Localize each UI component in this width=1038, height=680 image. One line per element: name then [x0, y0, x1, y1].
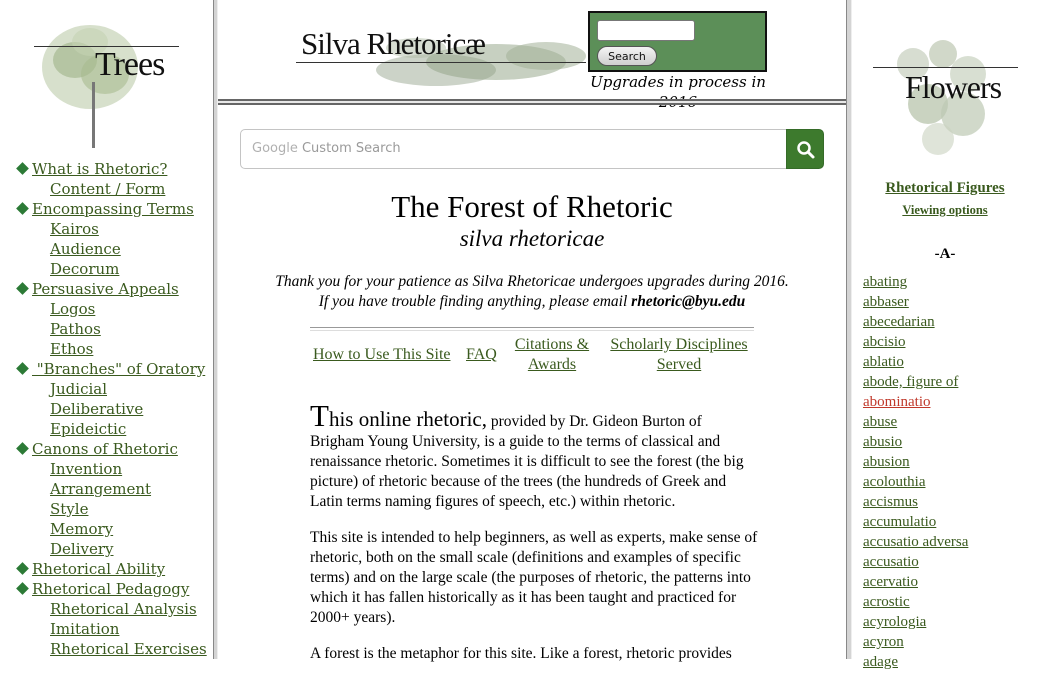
letter-heading: -A- [934, 246, 956, 262]
site-search-panel [588, 11, 767, 72]
nav-link[interactable]: Epideictic [50, 420, 127, 438]
figure-link[interactable]: accumulatio [863, 514, 937, 530]
diamond-bullet-icon [16, 582, 29, 595]
nav-link[interactable]: Decorum [50, 260, 120, 278]
list-item[interactable] [863, 652, 968, 672]
figure-link[interactable]: ablatio [863, 354, 904, 370]
nav-link[interactable]: Style [50, 500, 89, 518]
list-item[interactable] [863, 452, 968, 472]
nav-item-epideictic[interactable] [18, 419, 207, 439]
silva-logo-text: Silva Rhetoricæ [301, 26, 485, 61]
nav-item-style[interactable] [18, 499, 207, 519]
list-item[interactable] [863, 332, 968, 352]
intro-paragraph-3: A forest is the metaphor for this site. Like a forest, rhetoric provides [310, 645, 732, 662]
list-item[interactable] [863, 372, 968, 392]
nav-item-invention[interactable] [18, 459, 207, 479]
topic-nav [18, 159, 207, 659]
figure-link[interactable]: abbaser [863, 294, 909, 310]
how-to-use-link[interactable]: How to Use This Site [313, 346, 451, 363]
nav-item-memory[interactable] [18, 519, 207, 539]
nav-item-kairos[interactable] [18, 219, 207, 239]
list-item[interactable] [863, 572, 968, 592]
nav-link[interactable]: "Branches" of Oratory [32, 360, 206, 378]
nav-item-rhetorical-ability[interactable] [18, 559, 207, 579]
figure-link[interactable]: acrostic [863, 594, 910, 610]
search-icon [787, 130, 825, 170]
trees-logo-text: Trees [95, 46, 165, 83]
list-item[interactable] [863, 632, 968, 652]
scholarly-disciplines-link[interactable]: Scholarly Disciplines Served [610, 336, 748, 373]
upgrade-note: Upgrades in process in [590, 73, 766, 91]
diamond-bullet-icon [16, 442, 29, 455]
list-item[interactable] [863, 592, 968, 612]
list-item[interactable] [863, 492, 968, 512]
nav-item-rhetorical-analysis[interactable] [18, 599, 207, 619]
nav-item-pathos[interactable] [18, 319, 207, 339]
nav-link[interactable]: Rhetorical Analysis [50, 600, 197, 618]
upgrade-notice [218, 272, 846, 312]
nav-item-judicial[interactable] [18, 379, 207, 399]
nav-item-decorum[interactable] [18, 259, 207, 279]
nav-item-persuasive-appeals[interactable] [18, 279, 207, 299]
google-search-input[interactable] [240, 129, 787, 169]
nav-item-ethos[interactable] [18, 339, 207, 359]
nav-item-rhetorical-pedagogy[interactable] [18, 579, 207, 599]
figure-link[interactable]: accismus [863, 494, 918, 510]
figure-link[interactable]: abusio [863, 434, 903, 450]
diamond-bullet-icon [16, 162, 29, 175]
nav-link[interactable]: Encompassing Terms [32, 200, 194, 218]
list-item[interactable] [863, 272, 968, 292]
nav-item-deliberative[interactable] [18, 399, 207, 419]
intro-paragraph-1: This online rhetoric, provided by Dr. Gideon Burton of Brigham Young University, is a guide to the terms of classical and renaissance rhetoric. Sometimes it is difficult to see the forest (the big picture) of rhetoric because of the trees (the hundreds of Greek and Latin terms naming figures of speech, etc.) within rhetoric. [310, 398, 744, 510]
list-item[interactable] [863, 472, 968, 492]
list-item[interactable] [863, 432, 968, 452]
list-item[interactable] [863, 552, 968, 572]
nav-link[interactable]: Rhetorical Pedagogy [32, 580, 190, 598]
nav-link[interactable]: Imitation [50, 620, 120, 638]
nav-link[interactable]: Rhetorical Ability [32, 560, 166, 578]
nav-link[interactable]: Delivery [50, 540, 114, 558]
figure-link[interactable]: abcisio [863, 334, 906, 350]
list-item[interactable] [863, 292, 968, 312]
list-item[interactable] [863, 352, 968, 372]
nav-link[interactable]: Persuasive Appeals [32, 280, 179, 298]
nav-item-logos[interactable] [18, 299, 207, 319]
figure-link[interactable]: abode, figure of [863, 374, 959, 390]
nav-link[interactable]: Ethos [50, 340, 94, 358]
figure-link[interactable]: accusatio adversa [863, 534, 969, 550]
silva-rhetoricae-logo[interactable] [296, 26, 586, 92]
nav-item-content-form[interactable] [18, 179, 207, 199]
list-item[interactable] [863, 532, 968, 552]
nav-item-delivery[interactable] [18, 539, 207, 559]
nav-link[interactable]: Rhetorical Exercises [50, 640, 207, 658]
list-item[interactable] [863, 312, 968, 332]
google-search-placeholder: Google Custom Search [252, 141, 401, 156]
nav-item-arrangement[interactable] [18, 479, 207, 499]
nav-link[interactable]: Memory [50, 520, 114, 538]
figure-link[interactable]: acolouthia [863, 474, 926, 490]
nav-link[interactable]: Judicial [50, 380, 108, 398]
figure-link[interactable]: abating [863, 274, 908, 290]
flowers-logo-text: Flowers [905, 69, 1002, 105]
figure-link[interactable]: abusion [863, 454, 910, 470]
nav-item-what-is-rhetoric[interactable] [18, 159, 207, 179]
left-nav-frame [0, 0, 213, 659]
figure-link[interactable]: abecedarian [863, 314, 935, 330]
site-header [218, 0, 846, 99]
site-search-input[interactable] [597, 20, 695, 41]
figure-link[interactable]: acyrologia [863, 614, 927, 630]
nav-link[interactable]: Arrangement [50, 480, 152, 498]
nav-link[interactable]: Invention [50, 460, 123, 478]
nav-item-rhetorical-exercises[interactable] [18, 639, 207, 659]
list-item[interactable] [863, 392, 968, 412]
figures-frame [852, 0, 1024, 670]
figure-link[interactable]: adage [863, 654, 898, 670]
diamond-bullet-icon [16, 562, 29, 575]
nav-item-audience[interactable] [18, 239, 207, 259]
nav-link[interactable]: Deliberative [50, 400, 144, 418]
figure-link[interactable]: acervatio [863, 574, 918, 590]
google-custom-search [240, 129, 824, 169]
nav-item-branches-of-oratory[interactable] [18, 359, 207, 379]
figure-link[interactable]: acyron [863, 634, 904, 650]
nav-item-encompassing-terms[interactable] [18, 199, 207, 219]
faq-link[interactable]: FAQ [466, 346, 497, 363]
notice-line-1: Thank you for your patience as Silva Rhetoricae undergoes upgrades during 2016. [275, 273, 789, 290]
trees-logo[interactable] [33, 12, 179, 152]
notice-line-2: If you have trouble finding anything, please email rhetoric@byu.edu [318, 293, 746, 310]
diamond-bullet-icon [16, 202, 29, 215]
diamond-bullet-icon [16, 282, 29, 295]
page-title: The Forest of Rhetoric [391, 189, 673, 224]
contact-email[interactable]: rhetoric@byu.edu [631, 293, 746, 310]
flowers-logo[interactable] [873, 34, 1019, 174]
list-item[interactable] [863, 412, 968, 432]
main-content-frame [218, 0, 846, 662]
diamond-bullet-icon [16, 362, 29, 375]
page-subtitle: silva rhetoricae [459, 226, 605, 251]
intro-text [310, 398, 758, 680]
nav-link[interactable]: Kairos [50, 220, 99, 238]
header-divider [218, 99, 846, 105]
drop-cap: T [310, 398, 329, 433]
links-divider [310, 327, 754, 331]
site-search-button[interactable]: Search [597, 46, 657, 66]
viewing-options-link[interactable]: Viewing options [902, 203, 988, 217]
figure-link[interactable]: accusatio [863, 554, 919, 570]
nav-link[interactable]: What is Rhetoric? [32, 160, 168, 178]
list-item[interactable] [863, 612, 968, 632]
nav-link[interactable]: Audience [50, 240, 121, 258]
figure-list [863, 272, 968, 672]
nav-link[interactable]: Content / Form [50, 180, 166, 198]
nav-link[interactable]: Canons of Rhetoric [32, 440, 178, 458]
list-item[interactable] [863, 512, 968, 532]
nav-link[interactable]: Pathos [50, 320, 101, 338]
nav-item-canons-of-rhetoric[interactable] [18, 439, 207, 459]
citations-awards-link[interactable]: Citations & Awards [514, 336, 590, 373]
google-search-button[interactable] [786, 129, 824, 169]
figure-link-active[interactable]: abominatio [863, 394, 931, 410]
nav-item-imitation[interactable] [18, 619, 207, 639]
nav-link[interactable]: Logos [50, 300, 96, 318]
intro-paragraph-2: This site is intended to help beginners, as well as experts, make sense of rhetoric, both on the small scale (definitions and examples of specific terms) and on the large scale (the purposes of rhetoric, the patterns into which it has fallen historically as it has been taught and practiced for 2000+ years). [310, 529, 758, 626]
figure-link[interactable]: abuse [863, 414, 898, 430]
rhetorical-figures-link[interactable]: Rhetorical Figures [885, 180, 1005, 196]
